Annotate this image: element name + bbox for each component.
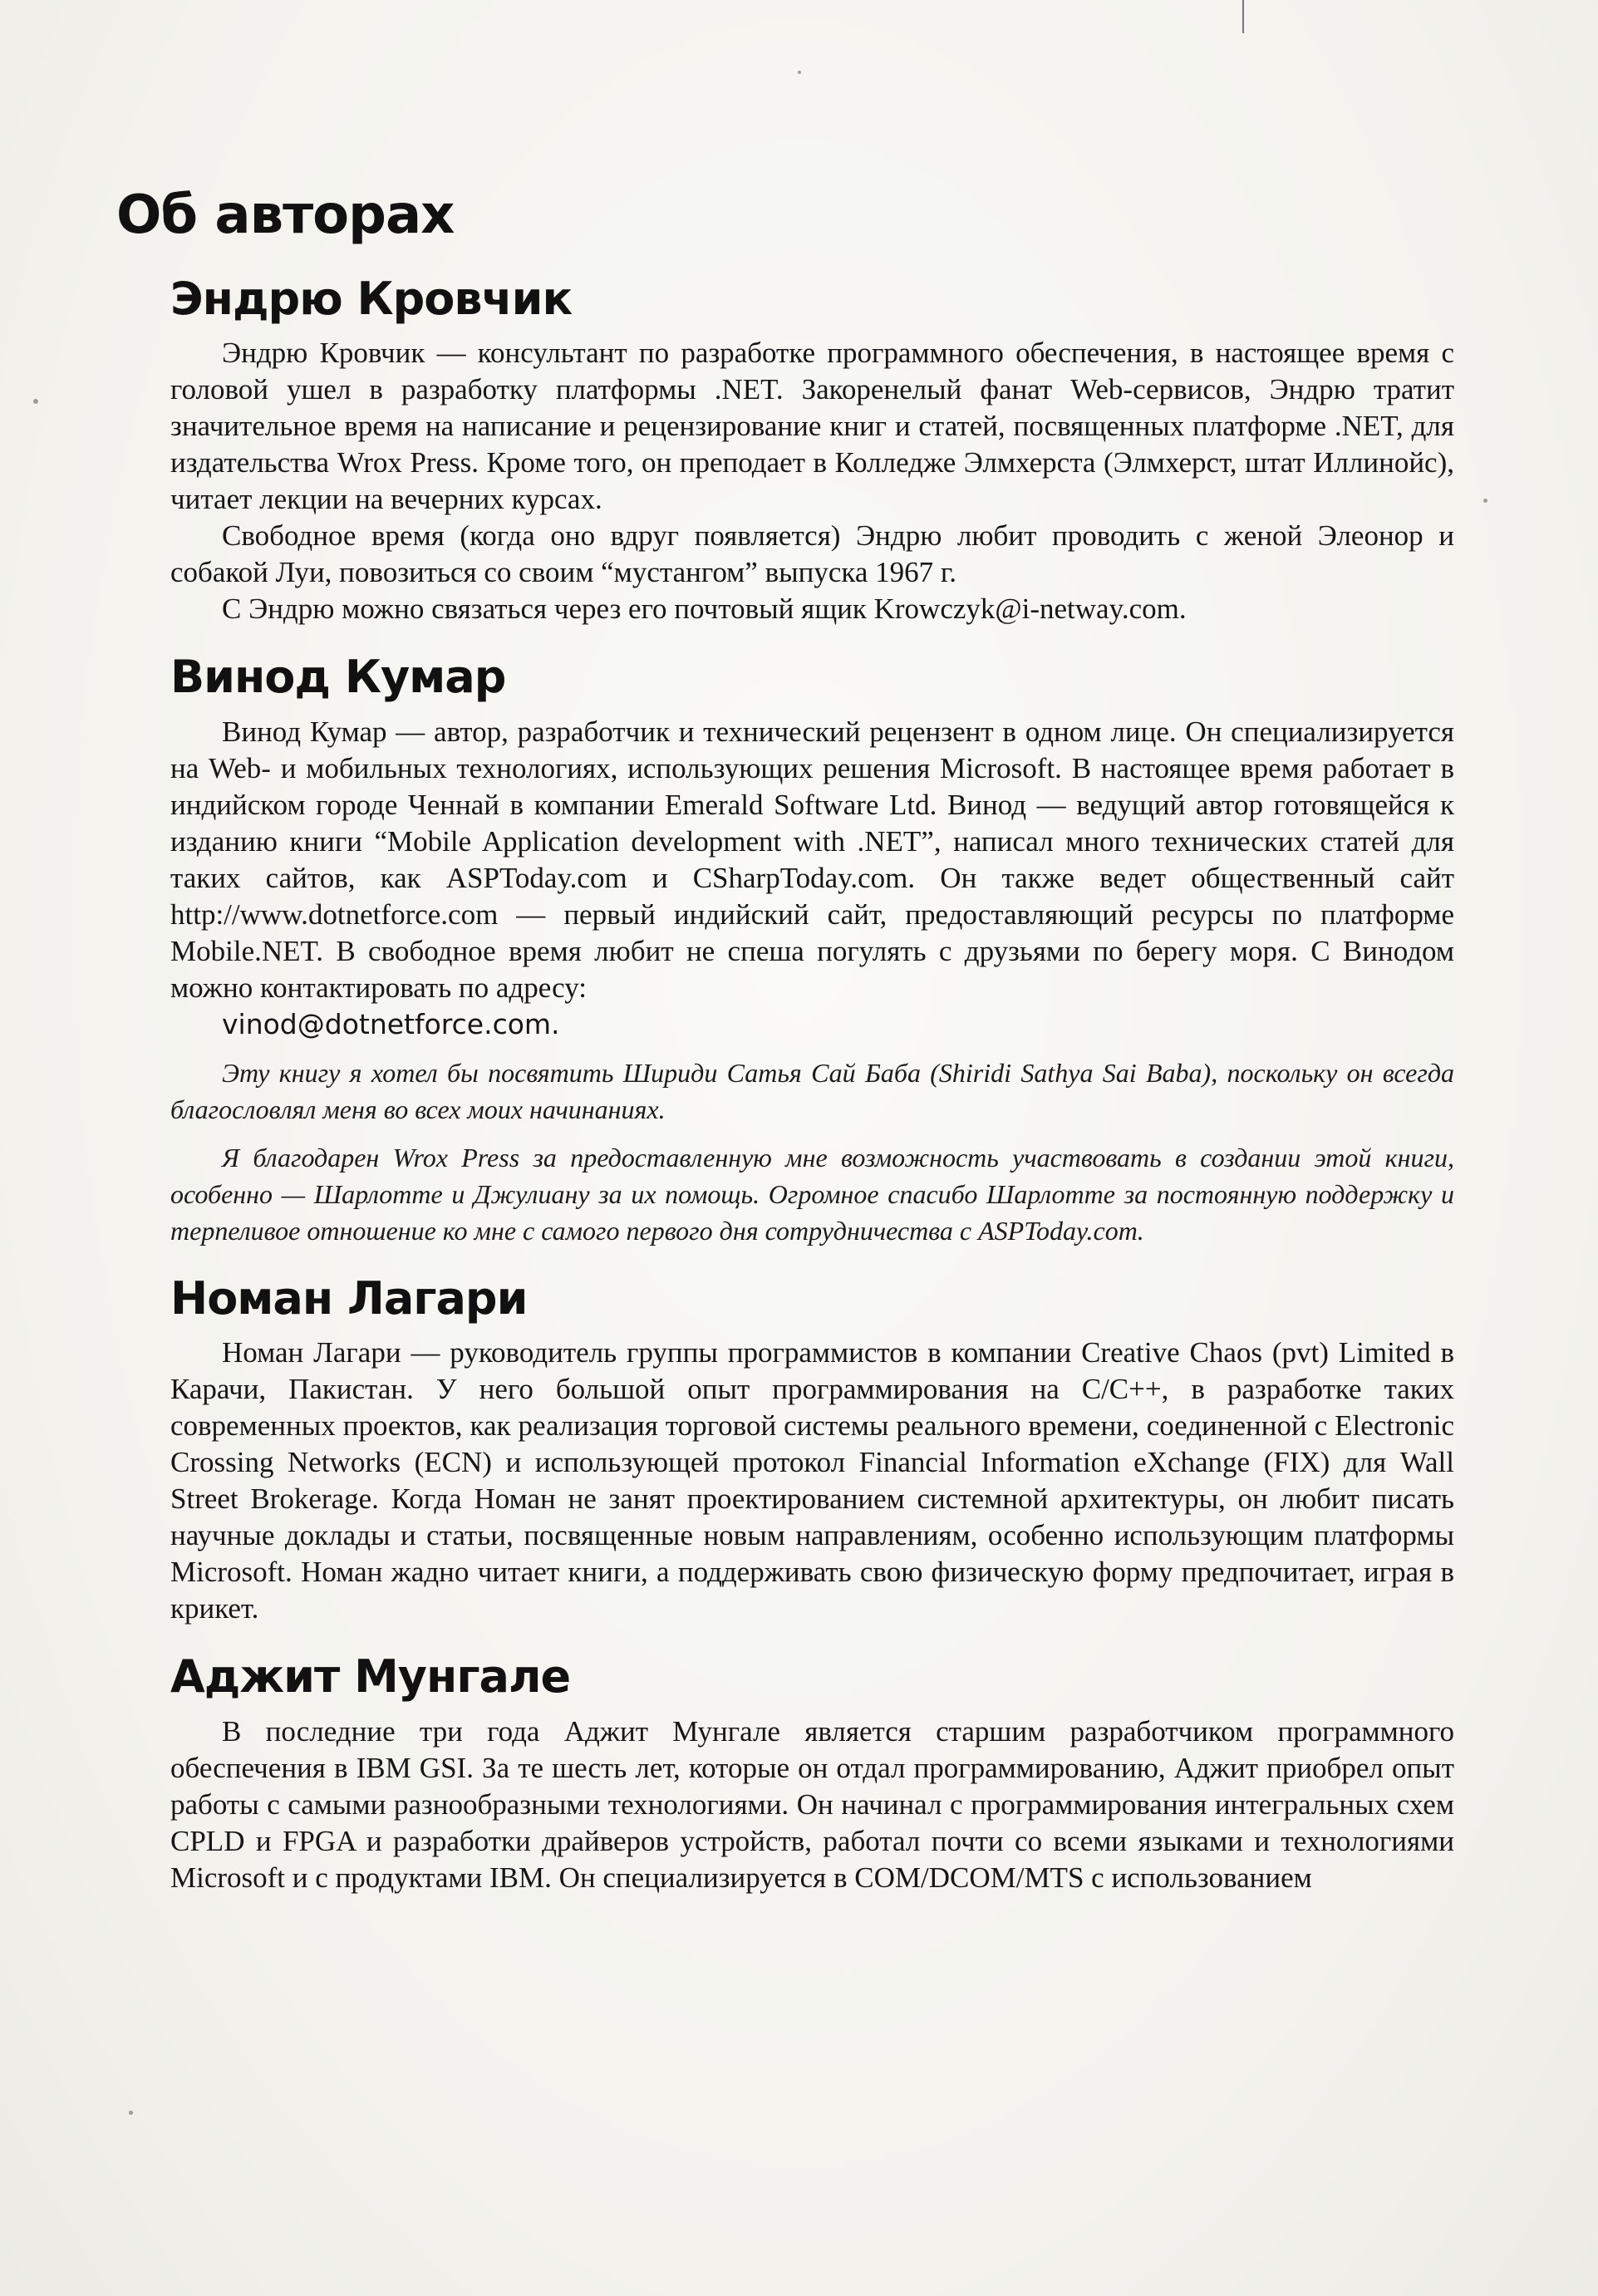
author-contact-paragraph: С Эндрю можно связаться через его почтовый ящик Krowczyk@i-netway.com. <box>222 592 1187 626</box>
author-bio-paragraph: Номан Лагари — руководитель группы программистов в компании Creative Chaos (pvt) Limited в Карачи, Пакистан. У него большой опыт программирования на C/C++, в разработке таких современных проектов, как реализация торговой системы реального времени, соединенной с Electronic Crossing Networks (ECN) и использующей протокол Financial Information eXchange (FIX) для Wall Street Brokerage. Когда Номан не занят проектированием системной архитектуры, он любит писать научные доклады и статьи, посвященные новым направлениям, особенно использующим платформы Microsoft. Номан жадно читает книги, а поддерживать свою физическую форму предпочитает, играя в крикет. <box>170 1336 1454 1625</box>
author-dedication: Эту книгу я хотел бы посвятить Шириди Сатья Сай Баба (Shiridi Sathya Sai Baba), поскольку он всегда благословлял меня во всех моих начинаниях. <box>170 1057 1454 1124</box>
scan-speck <box>33 399 38 404</box>
author-name: Эндрю Кровчик <box>170 273 573 325</box>
authors-list <box>170 274 1454 1921</box>
author-section-kumar <box>170 652 1454 1248</box>
author-email: vinod@dotnetforce.com. <box>222 1007 560 1040</box>
author-bio-paragraph: Свободное время (когда оно вдруг появляется) Эндрю любит проводить с женой Элеонор и собакой Луи, повозиться со своим “мустангом” выпуска 1967 г. <box>170 519 1454 589</box>
author-thanks: Я благодарен Wrox Press за предоставленную мне возможность участвовать в создании этой книги, особенно — Шарлотте и Джулиану за их помощь. Огромное спасибо Шарлотте за постоянную поддержку и терпеливое отношение ко мне с самого первого дня сотрудничества с ASPToday.com. <box>170 1142 1454 1246</box>
author-bio-paragraph: Винод Кумар — автор, разработчик и технический рецензент в одном лице. Он специализируется на Web- и мобильных технологиях, использующих решения Microsoft. В настоящее время работает в индийском городе Ченнай в компании Emerald Software Ltd. Винод — ведущий автор готовящейся к изданию книги “Mobile Application development with .NET”, написал много технических статей для таких сайтов, как ASPToday.com и CSharpToday.com. Он также ведет общественный сайт http://www.dotnetforce.com — первый индийский сайт, предоставляющий ресурсы по платформе Mobile.NET. В свободное время любит не спеша погулять с друзьями по берегу моря. С Винодом можно контактировать по адресу: <box>170 715 1454 1004</box>
author-name: Аджит Мунгале <box>170 1650 571 1704</box>
author-bio-paragraph: Эндрю Кровчик — консультант по разработке программного обеспечения, в настоящее время с головой ушел в разработку платформы .NET. Закоренелый фанат Web-сервисов, Эндрю тратит значительное время на написание и рецензирование книг и статей, посвященных платформе .NET, для издательства Wrox Press. Кроме того, он преподает в Колледже Элмхерста (Элмхерст, штат Иллинойс), читает лекции на вечерних курсах. <box>170 337 1454 516</box>
scan-artifact-line <box>1242 0 1244 33</box>
author-bio-paragraph: В последние три года Аджит Мунгале является старшим разработчиком программного обеспечения в IBM GSI. За те шесть лет, которые он отдал программированию, Аджит приобрел опыт работы с самыми разнообразными технологиями. Он начинал с программирования интегральных схем CPLD и FPGA и разработки драйверов устройств, работал почти со всеми языками и технологиями Microsoft и с продуктами IBM. Он специализируется в COM/DCOM/MTS с использованием <box>170 1714 1454 1894</box>
author-name: Номан Лагари <box>170 1271 528 1325</box>
scan-speck <box>129 2111 133 2115</box>
scan-speck <box>1483 499 1487 503</box>
author-section-lagari <box>170 1271 1454 1627</box>
page-title: Об авторах <box>116 184 455 246</box>
scan-speck <box>798 71 801 74</box>
author-section-krowczyk <box>170 274 1454 627</box>
author-section-mungale <box>170 1652 1454 1895</box>
author-name: Винод Кумар <box>170 651 506 704</box>
